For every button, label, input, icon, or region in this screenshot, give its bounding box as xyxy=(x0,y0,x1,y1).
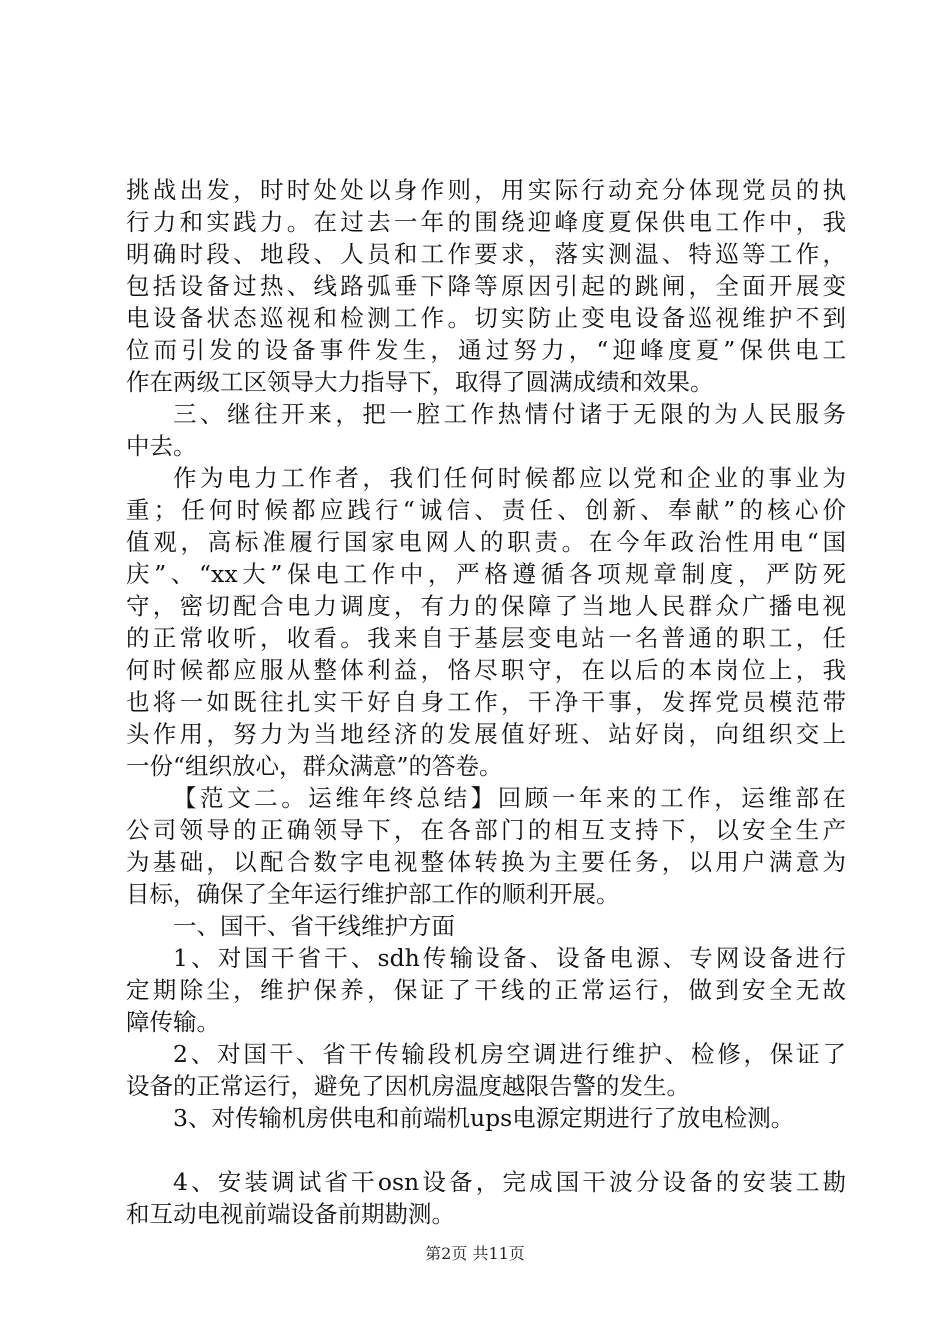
section-heading: 三、继往开来，把一腔工作热情付诸于无限的为人民服务 xyxy=(173,400,846,428)
body-text-line: 3、对传输机房供电和前端机ups电源定期进行了放电检测。 xyxy=(173,1104,795,1132)
body-text-line: 公司领导的正确领导下，在各部门的相互支持下，以安全生产 xyxy=(126,816,846,844)
body-text-line: 头作用，努力为当地经济的发展值好班、站好岗，向组织交上 xyxy=(126,720,846,748)
body-text-line: 为基础，以配合数字电视整体转换为主要任务，以用户满意为 xyxy=(126,848,846,876)
body-text-line: 【范文二。运维年终总结】回顾一年来的工作，运维部在 xyxy=(173,784,846,812)
body-text-line: 的正常收听，收看。我来自于基层变电站一名普通的职工，任 xyxy=(126,624,846,652)
body-text-line: 1、对国干省干、sdh传输设备、设备电源、专网设备进行 xyxy=(173,944,846,972)
body-text-line: 重；任何时候都应践行“诚信、责任、创新、奉献”的核心价 xyxy=(126,496,846,524)
body-text-line: 目标，确保了全年运行维护部工作的顺利开展。 xyxy=(126,880,620,908)
body-text-line: 庆”、“xx大”保电工作中，严格遵循各项规章制度，严防死 xyxy=(126,560,846,588)
body-text-line: 设备的正常运行，避免了因机房温度越限告警的发生。 xyxy=(126,1072,690,1100)
body-text-line: 包括设备过热、线路弧垂下降等原因引起的跳闸，全面开展变 xyxy=(126,272,846,300)
body-text-line: 明确时段、地段、人员和工作要求，落实测温、特巡等工作， xyxy=(126,240,846,268)
body-text-line: 也将一如既往扎实干好自身工作，干净干事，发挥党员模范带 xyxy=(126,688,846,716)
body-text-line: 电设备状态巡视和检测工作。切实防止变电设备巡视维护不到 xyxy=(126,304,846,332)
page-number-footer: 第2页 共11页 xyxy=(425,1244,525,1263)
body-text-line: 定期除尘，维护保养，保证了干线的正常运行，做到安全无故 xyxy=(126,976,846,1004)
body-text-line: 位而引发的设备事件发生，通过努力，“迎峰度夏”保供电工 xyxy=(126,336,846,364)
body-text-line: 2、对国干、省干传输段机房空调进行维护、检修，保证了 xyxy=(173,1040,846,1068)
body-text-line: 值观，高标准履行国家电网人的职责。在今年政治性用电“国 xyxy=(126,528,846,556)
body-text-line: 4、安装调试省干osn设备，完成国干波分设备的安装工勘 xyxy=(173,1168,846,1196)
body-text-line: 作为电力工作者，我们任何时候都应以党和企业的事业为 xyxy=(173,464,846,492)
section-heading: 一、国干、省干线维护方面 xyxy=(173,912,455,940)
body-text-line: 和互动电视前端设备前期勘测。 xyxy=(126,1200,455,1228)
body-text-line: 障传输。 xyxy=(126,1008,220,1036)
section-heading: 中去。 xyxy=(126,432,197,460)
body-text-line: 一份“组织放心，群众满意”的答卷。 xyxy=(126,752,503,780)
body-text-line: 行力和实践力。在过去一年的围绕迎峰度夏保供电工作中，我 xyxy=(126,208,846,236)
body-text-line: 作在两级工区领导大力指导下，取得了圆满成绩和效果。 xyxy=(126,368,714,396)
body-text-line: 挑战出发，时时处处以身作则，用实际行动充分体现党员的执 xyxy=(126,176,846,204)
body-text-line: 守，密切配合电力调度，有力的保障了当地人民群众广播电视 xyxy=(126,592,846,620)
body-text-line: 何时候都应服从整体利益，恪尽职守，在以后的本岗位上，我 xyxy=(126,656,846,684)
